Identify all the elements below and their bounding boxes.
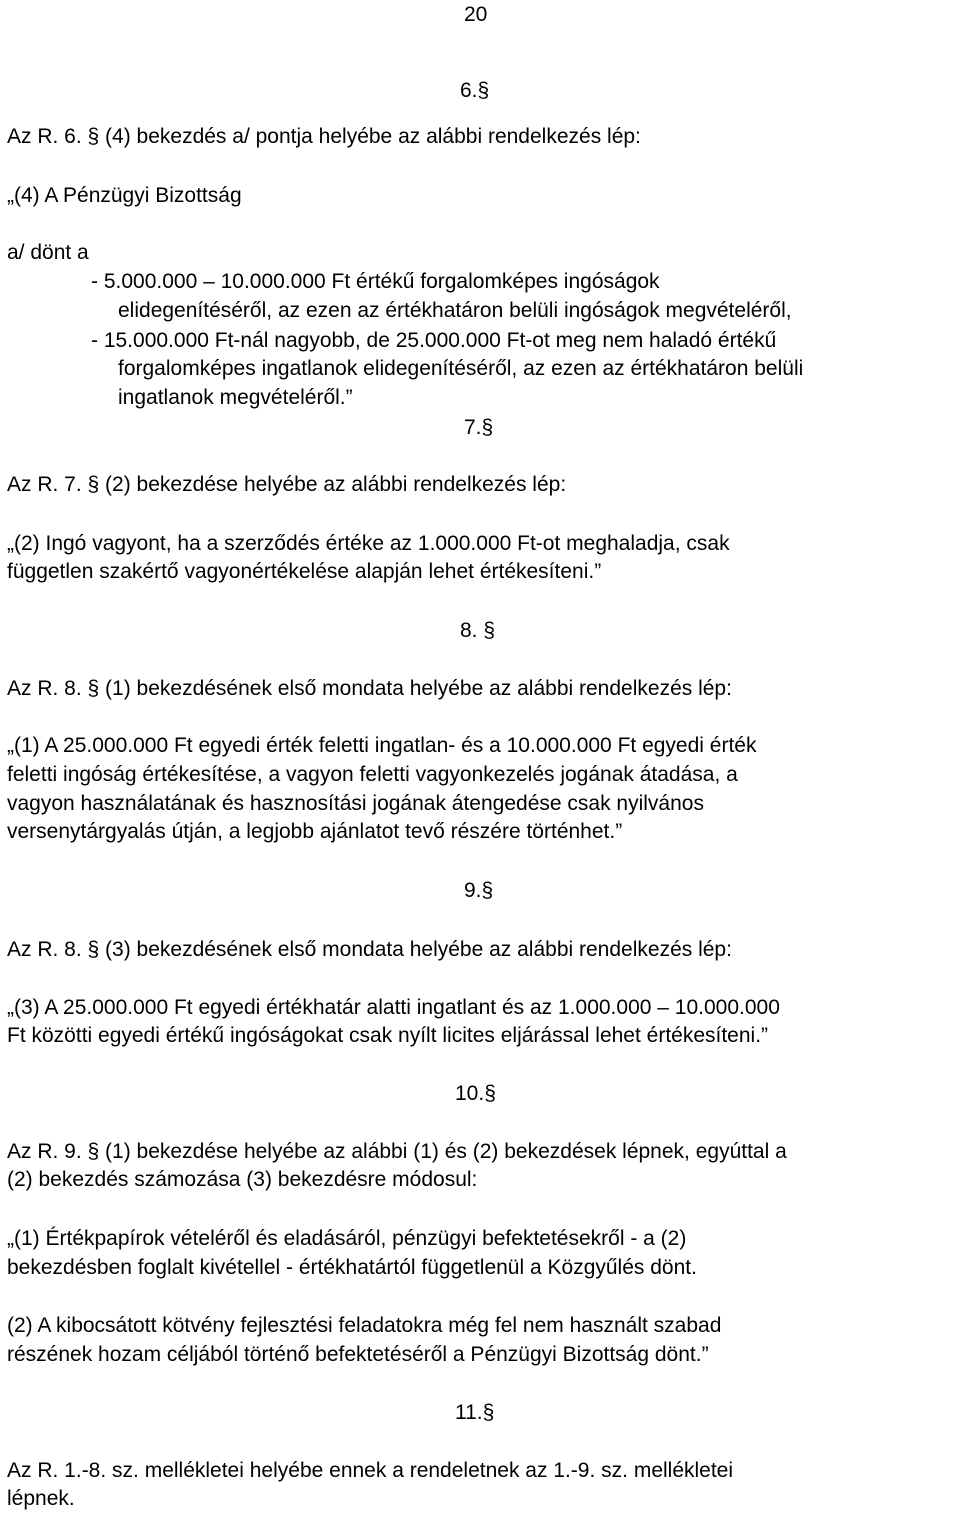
section-8-intro: Az R. 8. § (1) bekezdésének első mondata helyébe az alábbi rendelkezés lép: (7, 677, 732, 700)
section-9-line1: „(3) A 25.000.000 Ft egyedi értékhatár alatti ingatlant és az 1.000.000 – 10.000.000 (7, 996, 780, 1019)
section-8-line1: „(1) A 25.000.000 Ft egyedi érték feletti ingatlan- és a 10.000.000 Ft egyedi érték (7, 734, 757, 757)
section-7-heading: 7.§ (464, 416, 494, 439)
section-10-intro-line2: (2) bekezdés számozása (3) bekezdésre módosul: (7, 1168, 478, 1191)
section-10-p2-line2: részének hozam céljából történő befektetéséről a Pénzügyi Bizottság dönt.” (7, 1343, 709, 1366)
section-11-heading: 11.§ (455, 1401, 495, 1424)
section-6-heading: 6.§ (460, 79, 490, 102)
section-10-heading: 10.§ (455, 1082, 496, 1105)
section-10-intro-line1: Az R. 9. § (1) bekezdése helyébe az alábbi (1) és (2) bekezdések lépnek, egyúttal a (7, 1140, 787, 1163)
section-8-line4: versenytárgyalás útján, a legjobb ajánlatot tevő részére történhet.” (7, 820, 623, 843)
section-10-p2-line1: (2) A kibocsátott kötvény fejlesztési feladatokra még fel nem használt szabad (7, 1314, 722, 1337)
section-10-p1-line2: bekezdésben foglalt kivétellel - értékhatártól függetlenül a Közgyűlés dönt. (7, 1256, 697, 1279)
section-7-line2: független szakértő vagyonértékelése alapján lehet értékesíteni.” (7, 560, 602, 583)
section-6-item2-line3: ingatlanok megvételéről.” (118, 386, 353, 409)
section-10-p1-line1: „(1) Értékpapírok vételéről és eladásáról, pénzügyi befektetésekről - a (2) (7, 1227, 687, 1250)
section-6-item2-line1: - 15.000.000 Ft-nál nagyobb, de 25.000.000 Ft-ot meg nem haladó értékű (91, 329, 777, 352)
section-6-quote-open: „(4) A Pénzügyi Bizottság (7, 184, 242, 207)
section-9-heading: 9.§ (464, 879, 494, 902)
section-9-intro: Az R. 8. § (3) bekezdésének első mondata helyébe az alábbi rendelkezés lép: (7, 938, 732, 961)
section-9-line2: Ft közötti egyedi értékű ingóságokat csak nyílt licites eljárással lehet értékesíteni.” (7, 1024, 769, 1047)
section-6-item1-line1: - 5.000.000 – 10.000.000 Ft értékű forgalomképes ingóságok (91, 270, 660, 293)
page-number: 20 (464, 3, 488, 26)
section-11-line2: lépnek. (7, 1487, 75, 1510)
section-6-item1-line2: elidegenítéséről, az ezen az értékhatáron belüli ingóságok megvételéről, (118, 299, 792, 322)
section-8-heading: 8. § (460, 619, 496, 642)
section-11-line1: Az R. 1.-8. sz. mellékletei helyébe ennek a rendeletnek az 1.-9. sz. mellékletei (7, 1459, 734, 1482)
section-7-line1: „(2) Ingó vagyont, ha a szerződés értéke az 1.000.000 Ft-ot meghaladja, csak (7, 532, 730, 555)
section-6-intro: Az R. 6. § (4) bekezdés a/ pontja helyébe az alábbi rendelkezés lép: (7, 125, 641, 148)
section-8-line2: feletti ingóság értékesítése, a vagyon feletti vagyonkezelés jogának átadása, a (7, 763, 738, 786)
section-6-item2-line2: forgalomképes ingatlanok elidegenítéséről, az ezen az értékhatáron belüli (118, 357, 804, 380)
section-6-subpoint: a/ dönt a (7, 241, 89, 264)
section-7-intro: Az R. 7. § (2) bekezdése helyébe az alábbi rendelkezés lép: (7, 473, 567, 496)
section-8-line3: vagyon használatának és hasznosítási jogának átengedése csak nyilvános (7, 792, 704, 815)
